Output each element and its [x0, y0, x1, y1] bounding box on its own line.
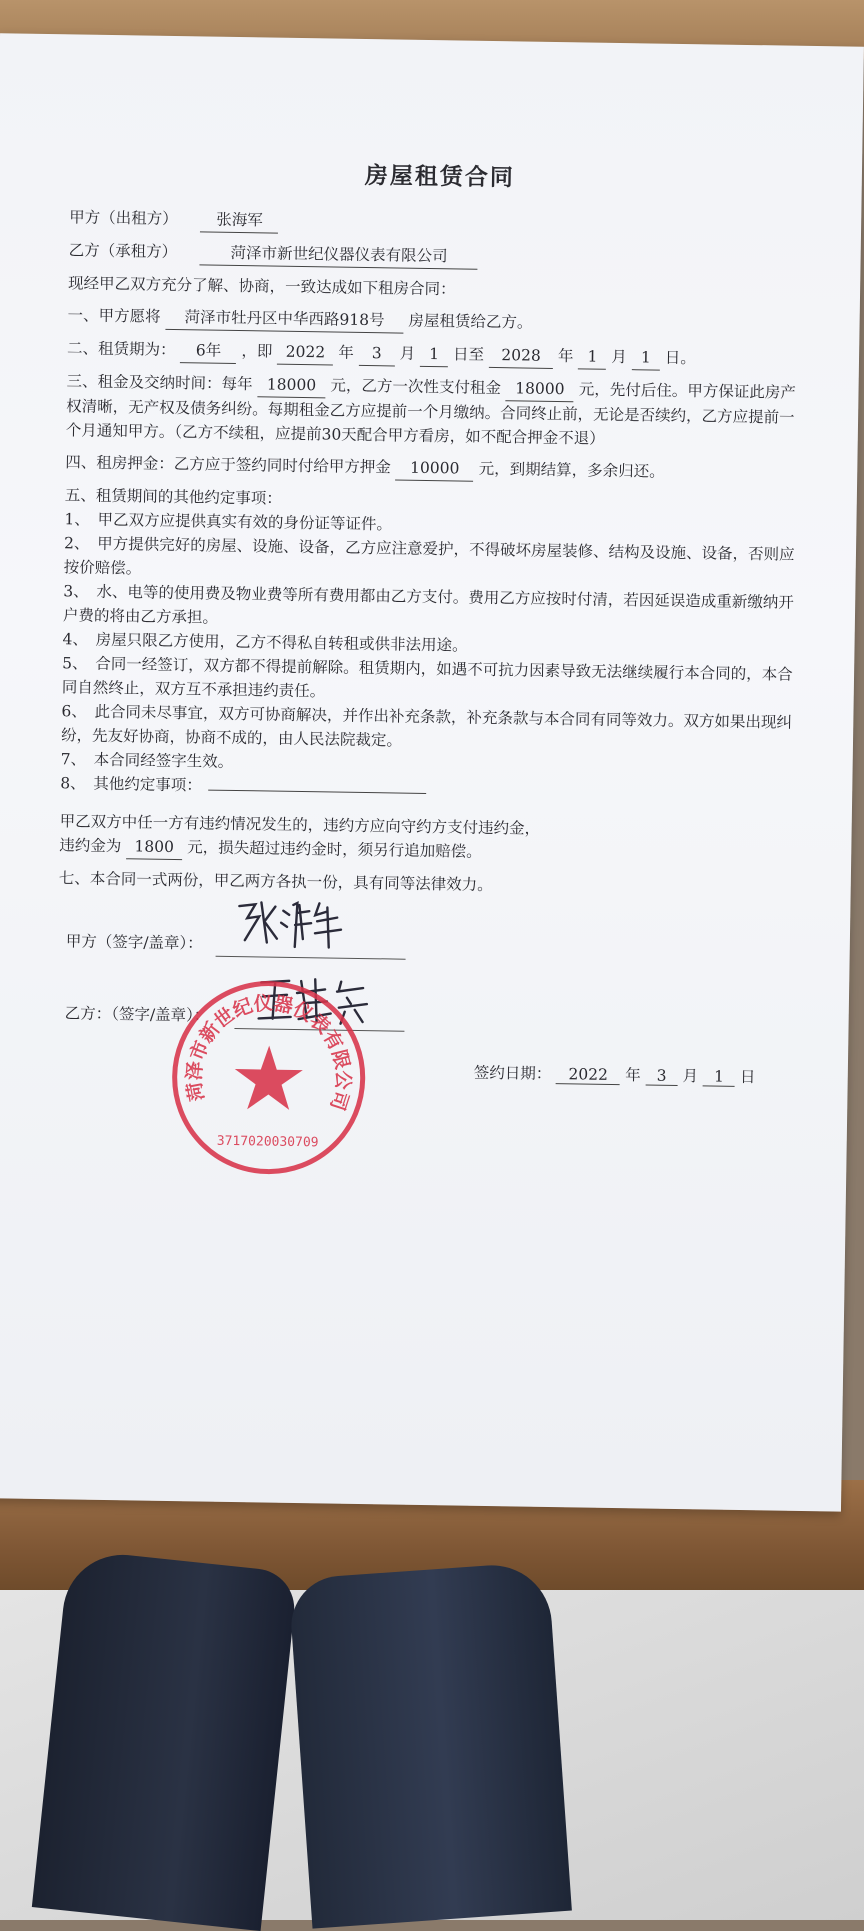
- property-address: 菏泽市牡丹区中华西路918号: [165, 305, 403, 334]
- rent-paid: 18000: [506, 376, 574, 402]
- person-leg-left: [32, 1549, 298, 1931]
- clause-5-title: 五、租赁期间的其他约定事项：: [64, 486, 282, 508]
- annual-rent: 18000: [257, 372, 325, 398]
- penalty-amount: 1800: [126, 834, 182, 860]
- list-item: 1、 甲乙双方应提供真实有效的身份证等证件。: [64, 510, 393, 534]
- clause-6-line1: 甲乙双方中任一方有违约情况发生的，违约方应向守约方支付违约金，: [59, 812, 541, 838]
- party-a-line: 甲方（出租方） 张海军: [69, 205, 809, 242]
- lease-years: 6年: [180, 338, 236, 364]
- list-item: 8、 其他约定事项：: [60, 771, 800, 807]
- clause-4: 四、租房押金：乙方应于签约同时付给甲方押金 10000 元，到期结算，多余归还。: [65, 453, 665, 481]
- sign-date: 签约日期： 2022 年 3 月 1 日: [473, 1063, 756, 1087]
- clause-2: 二、租赁期为： 6年 ，即 2022 年 3 月 1 日至 2028 年 1 月 1 日。: [67, 336, 807, 373]
- list-item: 3、 水、电等的使用费及物业费等所有费用都由乙方支付。费用乙方应按时付清，若因延误造成重新缴纳开户费的将由乙方承担。: [62, 582, 794, 627]
- party-a-handwritten-signature: [231, 892, 362, 954]
- contract-body: [59, 159, 810, 902]
- party-a-name: 张海军: [200, 207, 278, 233]
- clause-5-list: [60, 507, 804, 807]
- list-item: 6、 此合同未尽事宜，双方可协商解决，并作出补充条款，补充条款与本合同有同等效力。双方如果出现纠纷，先友好协商，协商不成的，由人民法院裁定。: [60, 702, 793, 750]
- party-a-signature-row: 甲方（签字/盖章）：: [66, 929, 766, 970]
- other-terms-blank: [208, 790, 426, 794]
- clause-1: 一、甲方愿将 菏泽市牡丹区中华西路918号 房屋租赁给乙方。: [67, 306, 533, 332]
- intro-text: 现经甲乙双方充分了解、协商，一致达成如下租房合同：: [67, 274, 456, 299]
- list-item: 2、 甲方提供完好的房屋、设施、设备，乙方应注意爱护，不得破坏房屋装修、结构及设施、设备，否则应按价赔偿。: [63, 534, 795, 578]
- deposit-amount: 10000: [396, 455, 474, 481]
- company-seal-stamp: [167, 976, 370, 1179]
- list-item: 7、 本合同经签字生效。: [60, 750, 234, 771]
- contract-paper: [0, 33, 864, 1511]
- seal-number: 3717020030709: [216, 1133, 319, 1151]
- list-item: 4、 房屋只限乙方使用，乙方不得私自转租或供非法用途。: [62, 630, 468, 655]
- contract-title: 房屋租赁合同: [364, 161, 516, 192]
- party-b-name: 菏泽市新世纪仪器仪表有限公司: [200, 240, 478, 269]
- list-item: 5、 合同一经签订，双方都不得提前解除。租赁期内，如遇不可抗力因素导致无法继续履行本合同的，本合同自然终止，双方互不承担违约责任。: [61, 654, 793, 701]
- clause-7: 七、本合同一式两份，甲乙两方各执一份，具有同等法律效力。: [58, 869, 493, 895]
- clause-6-line2: 违约金为 1800 元，损失超过违约金时，须另行追加赔偿。: [59, 836, 482, 861]
- seal-text: 菏泽市新世纪仪器仪表有限公司: [183, 992, 354, 1113]
- clause-3: 三、租金及交纳时间：每年 18000 元，乙方一次性支付租金 18000 元，先付后住。甲方保证此房产权清晰，无产权及债务纠纷。每期租金乙方应提前一个月缴纳。合同终止前，无论是否续约，乙方应提前一个月通知甲方。（乙方不续租，应提前30天配合甲方看房，如不配合押金不退）: [65, 372, 796, 448]
- party-b-signature-row: 乙方：（签字/盖章）：: [64, 1001, 764, 1042]
- party-b-line: 乙方（承租方） 菏泽市新世纪仪器仪表有限公司: [68, 238, 808, 275]
- person-leg-right: [288, 1561, 572, 1928]
